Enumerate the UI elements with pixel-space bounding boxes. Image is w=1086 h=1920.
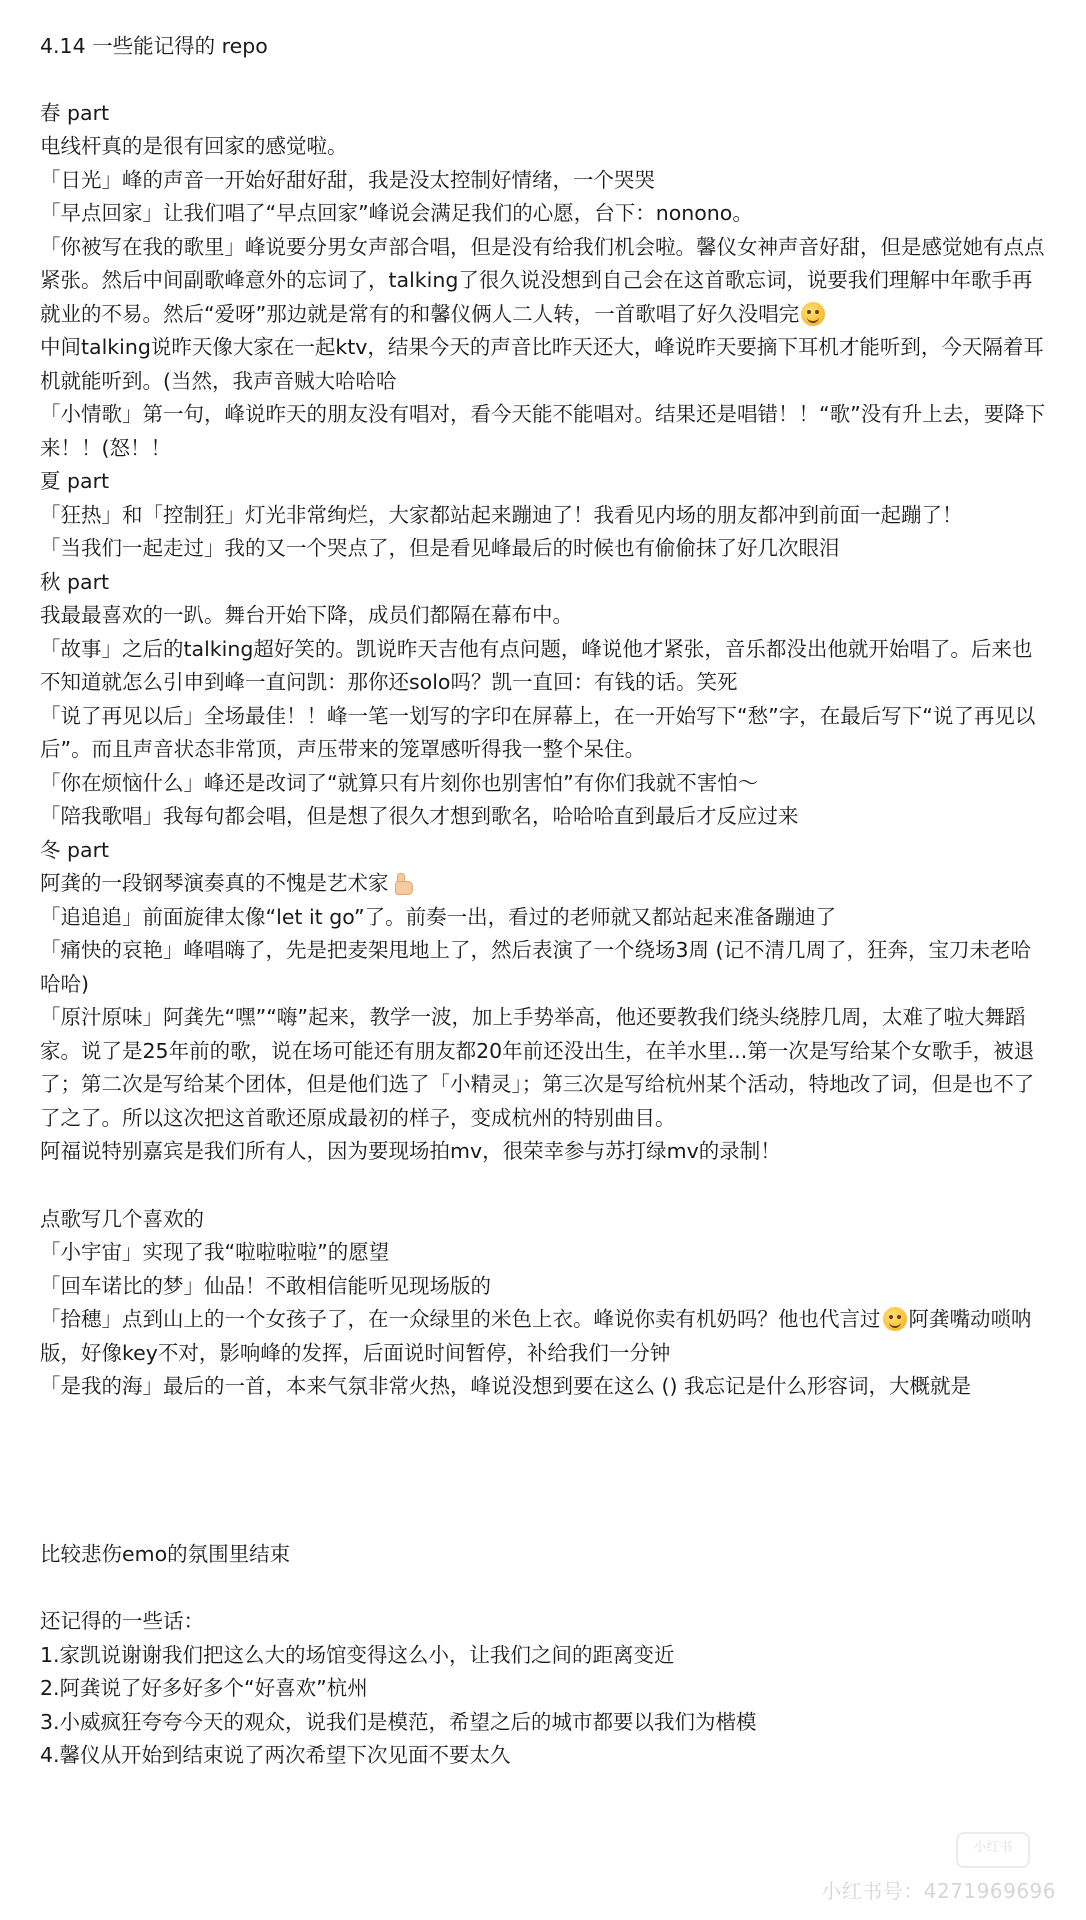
section-heading-winter: 冬 part	[40, 837, 110, 862]
watermark-logo: 小红书	[956, 1832, 1030, 1868]
paragraph-with-emoji	[40, 1303, 1050, 1370]
section-heading-quotes: 还记得的一些话：	[40, 1609, 204, 1633]
section-heading-spring: 春 part	[40, 100, 110, 125]
paragraph: 「说了再见以后」全场最佳！！峰一笔一划写的字印在屏幕上，在一开始写下“愁”字，在最后写下“说了再见以后”。而且声音状态非常顶，声压带来的笼罩感听得我一整个呆住。	[40, 703, 1036, 761]
note-body	[40, 30, 1050, 1773]
paragraph-text: 「拾穗」点到山上的一个女孩子了，在一众绿里的米色上衣。峰说你卖有机奶吗？他也代言过	[40, 1307, 881, 1331]
paragraph: 阿福说特别嘉宾是我们所有人，因为要现场拍mv，很荣幸参与苏打绿mv的录制！	[40, 1139, 781, 1163]
ending-line: 比较悲伤emo的氛围里结束	[40, 1541, 291, 1566]
paragraph: 「故事」之后的talking超好笑的。凯说昨天吉他有点问题，峰说他才紧张，音乐都没出他就开始唱了。后来也不知道就怎么引申到峰一直问凯：那你还solo吗？凯一直回：有钱的话。笑死	[40, 636, 1033, 694]
paragraph: 「小宇宙」实现了我“啦啦啦啦”的愿望	[40, 1240, 390, 1264]
list-item: 2.阿龚说了好多好多个“好喜欢”杭州	[40, 1676, 368, 1700]
paragraph: 「日光」峰的声音一开始好甜好甜，我是没太控制好情绪，一个哭哭	[40, 167, 655, 192]
thumbs-up-icon	[392, 872, 414, 894]
paragraph: 「陪我歌唱」我每句都会唱，但是想了很久才想到歌名，哈哈哈直到最后才反应过来	[40, 804, 799, 828]
paragraph: 我最最喜欢的一趴。舞台开始下降，成员们都隔在幕布中。	[40, 603, 573, 627]
paragraph: 中间talking说昨天像大家在一起ktv，结果今天的声音比昨天还大，峰说昨天要摘下耳机才能听到，今天隔着耳机就能听到。(当然，我声音贼大哈哈哈	[40, 335, 1044, 393]
paragraph: 「狂热」和「控制狂」灯光非常绚烂，大家都站起来蹦迪了！我看见内场的朋友都冲到前面一起蹦了！	[40, 502, 963, 527]
paragraph: 「小情歌」第一句，峰说昨天的朋友没有唱对，看今天能不能唱对。结果还是唱错！！“歌”没有升上去，要降下来！！(怒！！	[40, 402, 1046, 460]
paragraph: 「早点回家」让我们唱了“早点回家”峰说会满足我们的心愿，台下：nonono。	[40, 201, 753, 225]
section-heading-requests: 点歌写几个喜欢的	[40, 1206, 204, 1231]
paragraph-text: 「你被写在我的歌里」峰说要分男女声部合唱，但是没有给我们机会啦。馨仪女神声音好甜，但是感觉她有点点紧张。然后中间副歌峰意外的忘词了，talking了很久说没想到自己会在这首歌忘词，说要我们理解中年歌手再就业的不易。然后“爱呀”那边就是常有的和馨仪俩人二人转，一首歌唱了好久没唱完	[40, 234, 1045, 326]
paragraph-text: 阿龚嘴动唢呐版，好像key不对，影响峰的发挥，后面说时间暂停，补给我们一分钟	[40, 1307, 1032, 1365]
paragraph: 「回车诺比的梦」仙品！不敢相信能听见现场版的	[40, 1273, 491, 1298]
paragraph-with-emoji	[40, 867, 1050, 901]
watermark-text: 小红书号：4271969696	[821, 1879, 1056, 1903]
list-item: 1.家凯说谢谢我们把这么大的场馆变得这么小，让我们之间的距离变近	[40, 1642, 675, 1667]
section-heading-autumn: 秋 part	[40, 569, 110, 594]
paragraph: 「是我的海」最后的一首，本来气氛非常火热，峰说没想到要在这么 () 我忘记是什么形容词，大概就是	[40, 1374, 972, 1398]
note-title: 4.14 一些能记得的 repo	[40, 34, 268, 58]
paragraph: 电线杆真的是很有回家的感觉啦。	[40, 134, 348, 158]
paragraph-with-emoji	[40, 231, 1050, 332]
list-item: 4.馨仪从开始到结束说了两次希望下次见面不要太久	[40, 1743, 511, 1767]
paragraph: 「痛快的哀艳」峰唱嗨了，先是把麦架甩地上了，然后表演了一个绕场3周 (记不清几周了，狂奔，宝刀未老哈哈哈)	[40, 938, 1032, 996]
rofl-emoji-icon	[883, 1307, 907, 1331]
paragraph: 「原汁原味」阿龚先“嘿”“嗨”起来，教学一波，加上手势举高，他还要教我们绕头绕脖几周，太难了啦大舞蹈家。说了是25年前的歌，说在场可能还有朋友都20年前还没出生，在羊水里...第一次是写给某个女歌手，被退了；第二次是写给某个团体，但是他们选了「小精灵」；第三次是写给杭州某个活动，特地改了词，但是也不了了之了。所以这次把这首歌还原成最初的样子，变成杭州的特别曲目。	[40, 1005, 1035, 1130]
paragraph: 「当我们一起走过」我的又一个哭点了，但是看见峰最后的时候也有偷偷抹了好几次眼泪	[40, 536, 840, 560]
paragraph: 「你在烦恼什么」峰还是改词了“就算只有片刻你也别害怕”有你们我就不害怕～	[40, 770, 759, 795]
paragraph-text: 阿龚的一段钢琴演奏真的不愧是艺术家	[40, 871, 389, 895]
section-heading-summer: 夏 part	[40, 469, 110, 493]
blank-line	[40, 64, 1050, 97]
blank-space	[40, 1404, 1050, 1538]
rofl-emoji-icon	[801, 302, 825, 326]
list-item: 3.小威疯狂夸夸今天的观众，说我们是模范，希望之后的城市都要以我们为楷模	[40, 1709, 757, 1734]
paragraph: 「追追追」前面旋律太像“let it go”了。前奏一出，看过的老师就又都站起来准备蹦迪了	[40, 904, 837, 929]
blank-line	[40, 1169, 1050, 1203]
blank-line	[40, 1571, 1050, 1605]
